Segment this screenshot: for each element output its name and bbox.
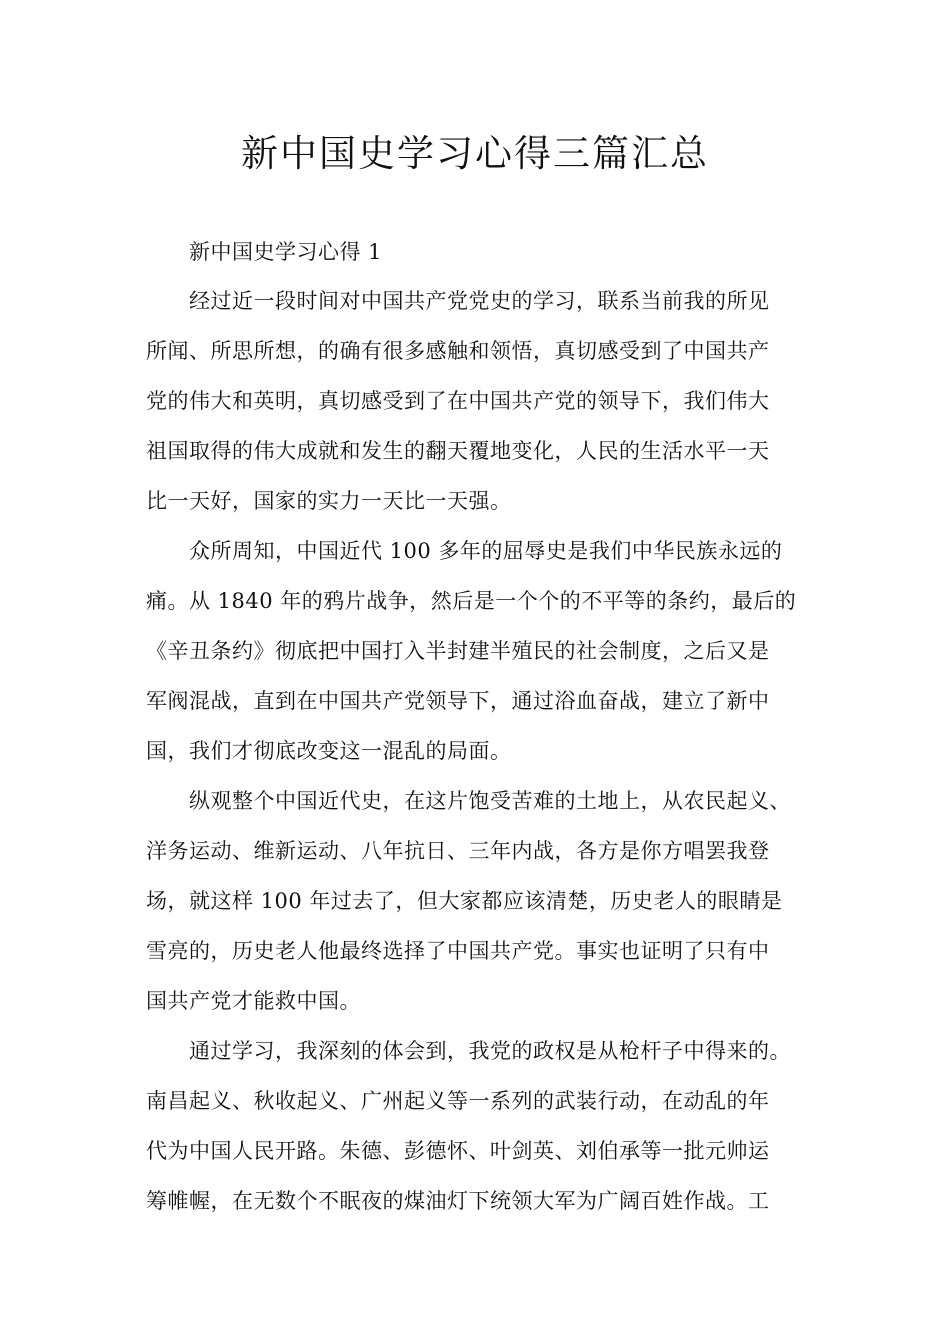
paragraph-line: 雪亮的，历史老人他最终选择了中国共产党。事实也证明了只有中 — [146, 939, 770, 963]
paragraph-line: 比一天好，国家的实力一天比一天强。 — [146, 489, 512, 513]
paragraph-line: 场，就这样 100 年过去了，但大家都应该清楚，历史老人的眼睛是 — [146, 889, 783, 913]
paragraph-line: 通过学习，我深刻的体会到，我党的政权是从枪杆子中得来的。 — [189, 1039, 791, 1063]
paragraph-line: 洋务运动、维新运动、八年抗日、三年内战，各方是你方唱罢我登 — [146, 839, 770, 863]
paragraph-line: 《辛丑条约》彻底把中国打入半封建半殖民的社会制度，之后又是 — [146, 639, 770, 663]
paragraph-line: 军阀混战，直到在中国共产党领导下，通过浴血奋战，建立了新中 — [146, 689, 770, 713]
paragraph-line: 纵观整个中国近代史，在这片饱受苦难的土地上，从农民起义、 — [189, 789, 791, 813]
paragraph-line: 众所周知，中国近代 100 多年的屈辱史是我们中华民族永远的 — [189, 539, 783, 563]
paragraph-line: 痛。从 1840 年的鸦片战争，然后是一个个的不平等的条约，最后的 — [146, 589, 797, 613]
paragraph-line: 经过近一段时间对中国共产党党史的学习，联系当前我的所见 — [189, 289, 770, 313]
paragraph-line: 国，我们才彻底改变这一混乱的局面。 — [146, 739, 512, 763]
document-title: 新中国史学习心得三篇汇总 — [241, 132, 709, 175]
paragraph-line: 代为中国人民开路。朱德、彭德怀、叶剑英、刘伯承等一批元帅运 — [146, 1139, 770, 1163]
paragraph-line: 所闻、所思所想，的确有很多感触和领悟，真切感受到了中国共产 — [146, 339, 770, 363]
section-heading: 新中国史学习心得 1 — [189, 240, 383, 264]
paragraph-line: 党的伟大和英明，真切感受到了在中国共产党的领导下，我们伟大 — [146, 389, 770, 413]
paragraph-line: 南昌起义、秋收起义、广州起义等一系列的武装行动，在动乱的年 — [146, 1089, 770, 1113]
paragraph-line: 祖国取得的伟大成就和发生的翻天覆地变化，人民的生活水平一天 — [146, 439, 770, 463]
paragraph-line: 筹帷幄，在无数个不眠夜的煤油灯下统领大军为广阔百姓作战。工 — [146, 1189, 770, 1213]
paragraph-line: 国共产党才能救中国。 — [146, 989, 361, 1013]
